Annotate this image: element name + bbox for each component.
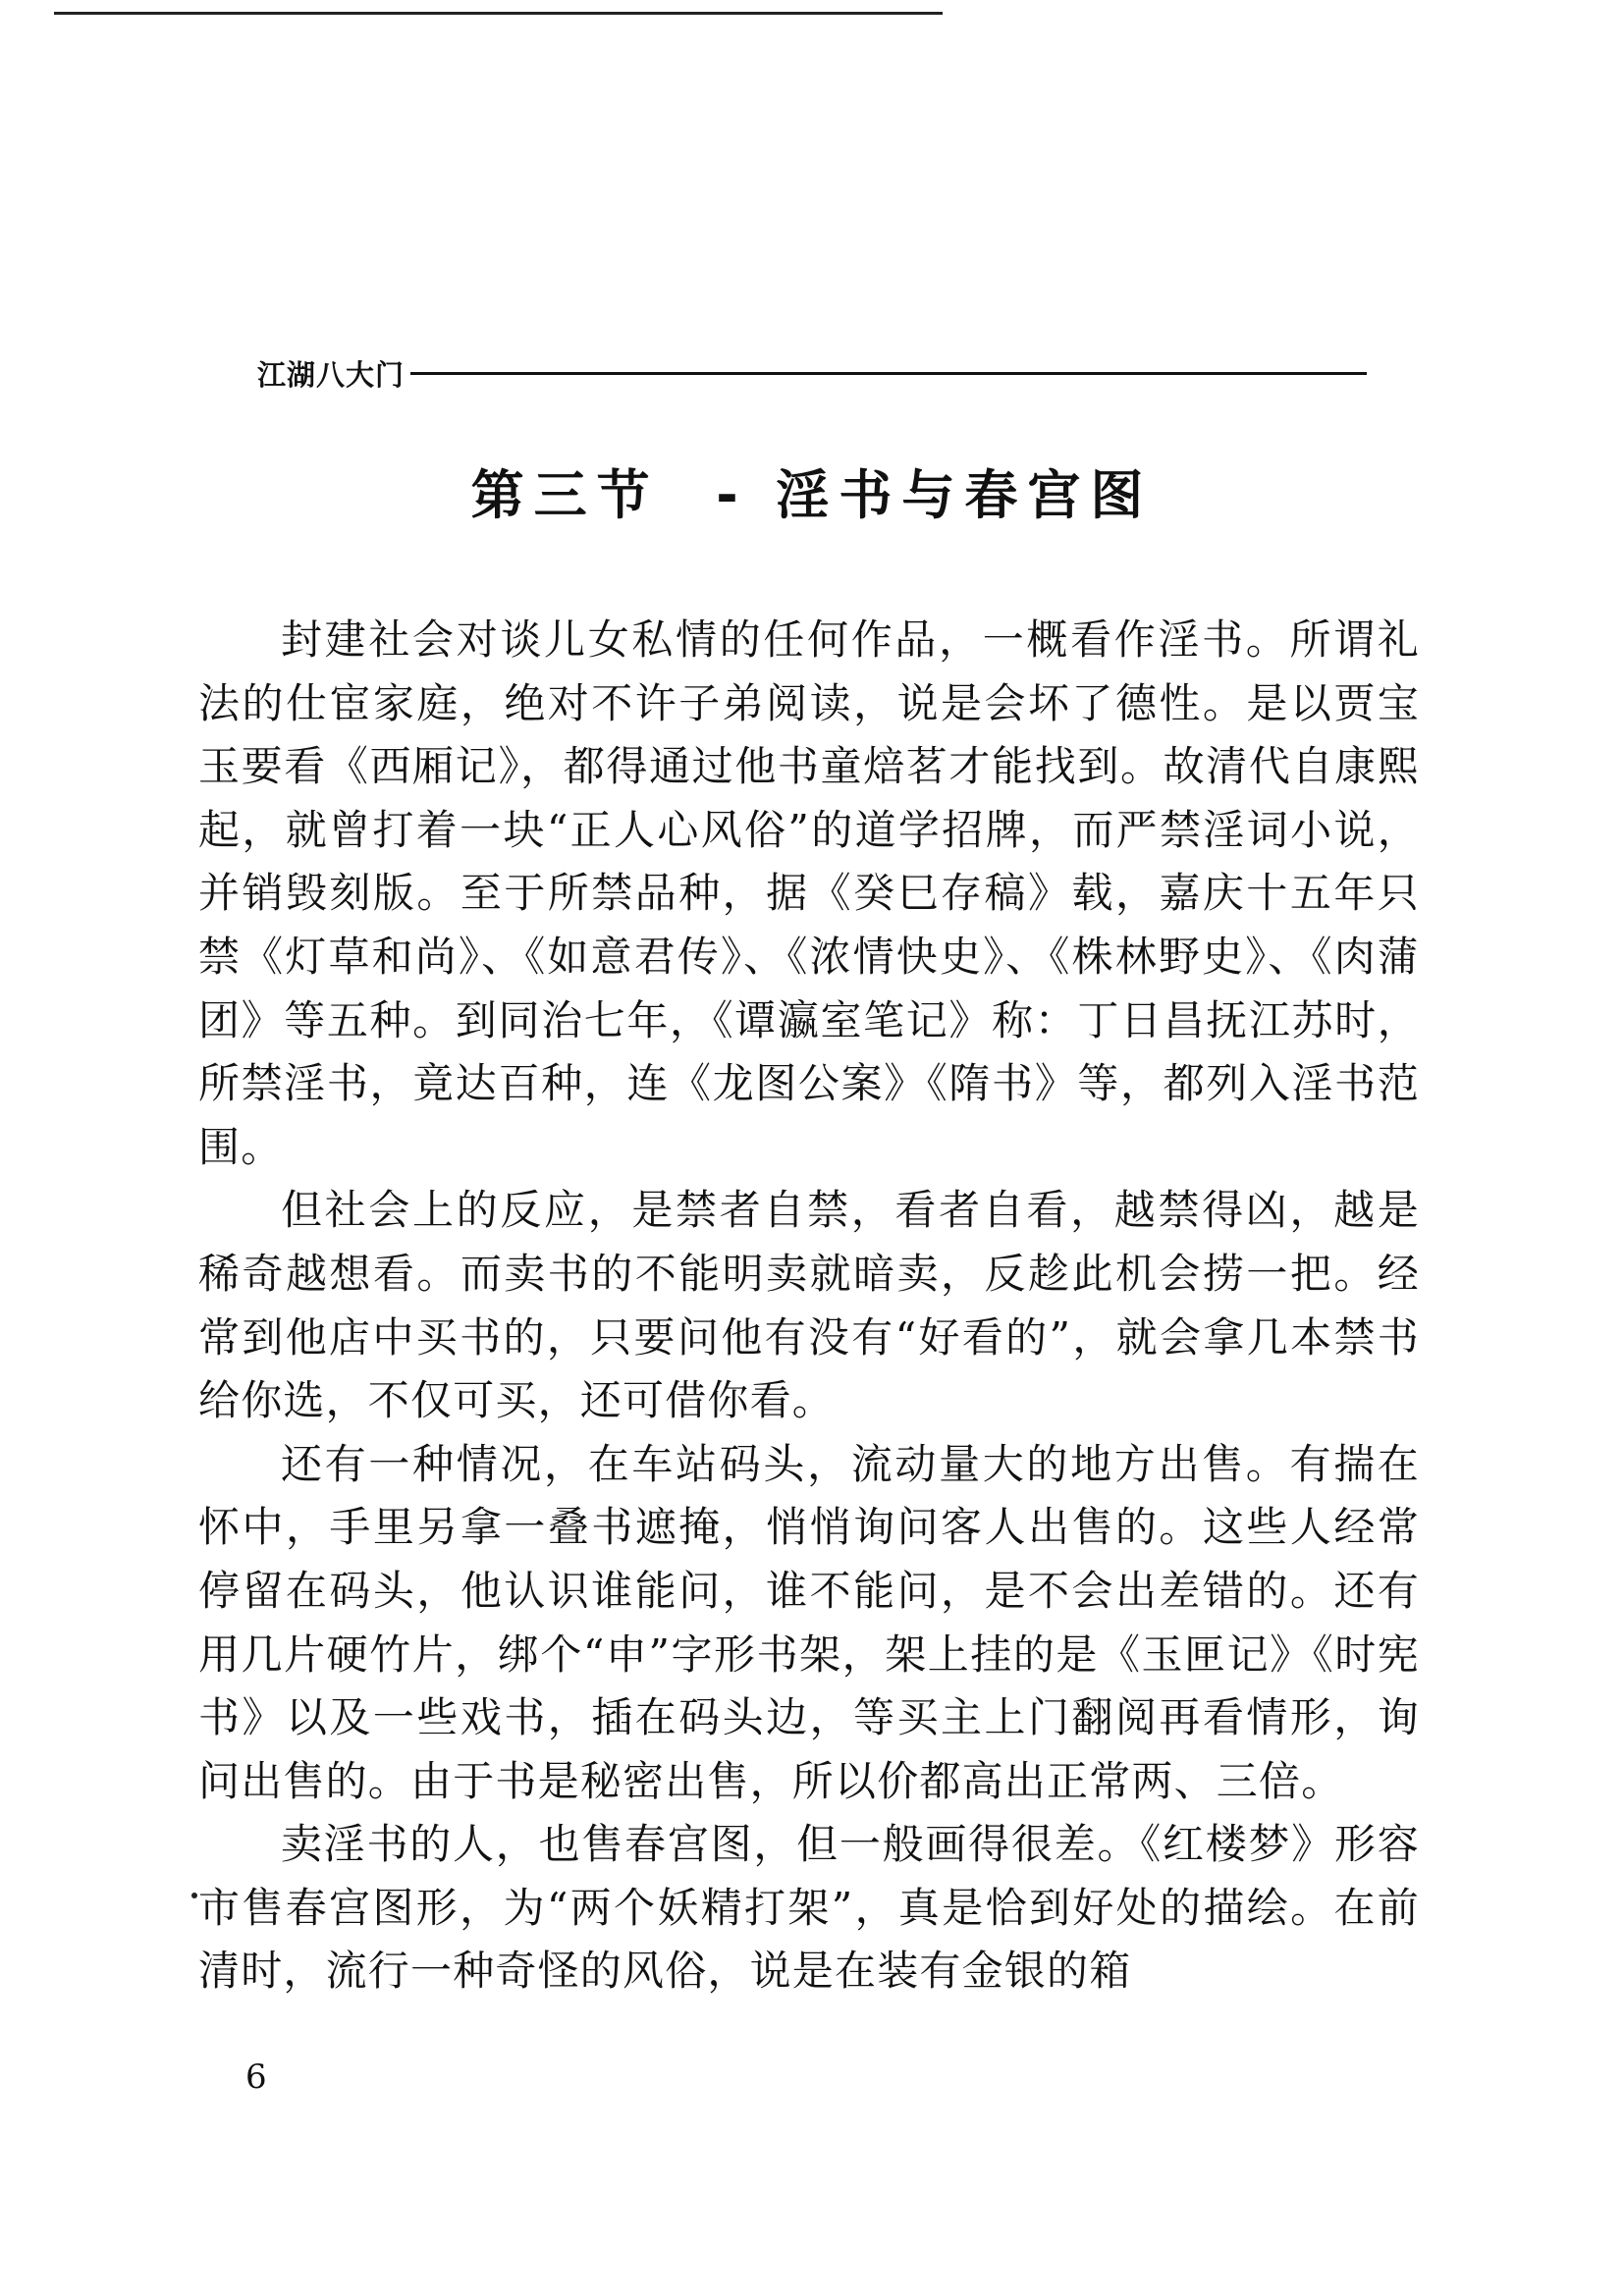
paragraph: 卖淫书的人，也售春宫图，但一般画得很差。《红楼梦》形容市售春宫图形，为“两个妖精打架”，真是恰到好处的描绘。在前清时，流行一种奇怪的风俗，说是在装有金银的箱: [198, 1820, 1420, 1996]
running-head: [257, 353, 1367, 393]
scan-speck: [191, 1893, 197, 1898]
running-head-title: 江湖八大门: [257, 357, 406, 392]
body-text: [198, 609, 1420, 2003]
paragraph: 但社会上的反应，是禁者自禁，看者自看，越禁得凶，越是稀奇越想看。而卖书的不能明卖就暗卖，反趁此机会捞一把。经常到他店中买书的，只要问他有没有“好看的”，就会拿几本禁书给你选，不仅可买，还可借你看。: [198, 1186, 1420, 1425]
paragraph: 封建社会对谈儿女私情的任何作品，一概看作淫书。所谓礼法的仕宦家庭，绝对不许子弟阅读，说是会坏了德性。是以贾宝玉要看《西厢记》，都得通过他书童焙茗才能找到。故清代自康熙起，就曾打着一块“正人心风俗”的道学招牌，而严禁淫词小说，并销毁刻版。至于所禁品种，据《癸巳存稿》载，嘉庆十五年只禁《灯草和尚》、《如意君传》、《浓情快史》、《株林野史》、《肉蒲团》等五种。到同治七年，《谭瀛室笔记》称：丁日昌抚江苏时，所禁淫书，竟达百种，连《龙图公案》《隋书》等，都列入淫书范围。: [198, 615, 1420, 1171]
page-number: 6: [245, 2057, 267, 2097]
section-title: 第三节 - 淫书与春宫图: [470, 464, 1154, 526]
scan-top-edge-line: [54, 12, 943, 15]
paragraph: 还有一种情况，在车站码头，流动量大的地方出售。有揣在怀中，手里另拿一叠书遮掩，悄悄询问客人出售的。这些人经常停留在码头，他认识谁能问，谁不能问，是不会出差错的。还有用几片硬竹片，绑个“申”字形书架，架上挂的是《玉匣记》《时宪书》以及一些戏书，插在码头边，等买主上门翻阅再看情形，询问出售的。由于书是秘密出售，所以价都高出正常两、三倍。: [198, 1439, 1420, 1805]
running-head-rule: [410, 372, 1367, 375]
